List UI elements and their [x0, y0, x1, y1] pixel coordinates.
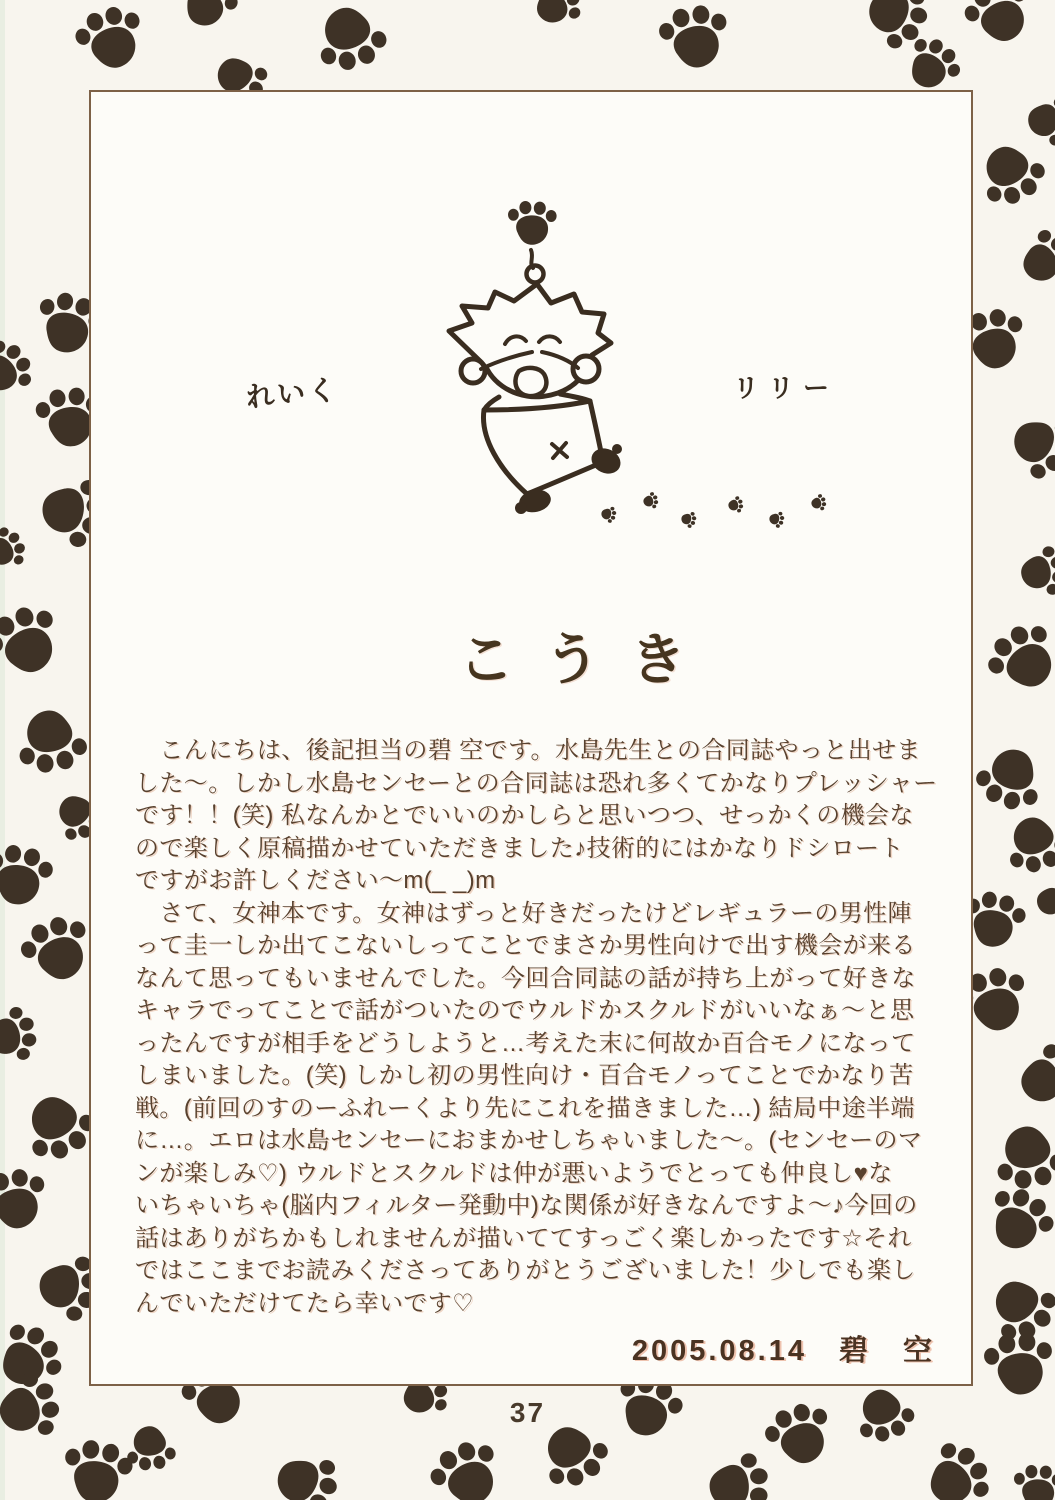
body-line: ですがお許しください～m(_ _)m — [135, 867, 496, 894]
body-line: に…。エロは水島センセーにおまかせしちゃいました～。(センセーのマ — [135, 1127, 923, 1154]
body-line: キャラでってことで話がついたのでウルドかスクルドがいいなぁ～と思 — [135, 997, 915, 1024]
left-ear — [461, 359, 485, 383]
body-line: 戦。(前回のすのーふれーくより先にこれを描きました…) 結局中途半端 — [135, 1094, 915, 1122]
body-line: こんにちは、後記担当の碧 空です。水島先生との合同誌やっと出せま — [135, 737, 921, 764]
body-line: ので楽しく原稿描かせていただきました♪技術的にはかなりドシロート — [135, 834, 904, 862]
handwritten-caption-left: れいく — [244, 373, 341, 413]
afterword-title: こうき — [458, 628, 716, 691]
body-line: って圭一しか出てこないしってことでまさか男性向けで出す機会が来る — [135, 932, 916, 959]
body-line: んでいただけてたら幸いです♡ — [135, 1289, 475, 1317]
body-line: さて、女神本です。女神はずっと好きだったけどレギュラーの男性陣 — [135, 899, 912, 927]
paw-balloon-icon — [508, 201, 557, 245]
body-line: です！！(笑) 私なんかとでいいのかしらと思いつつ、せっかくの機会な — [135, 802, 914, 829]
date-signature: 2005.08.14 碧 空 — [631, 1335, 935, 1367]
open-mouth — [515, 368, 546, 396]
body-line: ではここまでお読みくださってありがとうございました！少しでも楽し — [135, 1257, 916, 1284]
page-number: 37 — [509, 1397, 546, 1428]
body-line: した～。しかし水島センセーとの合同誌は恐れ多くてかなりプレッシャー — [135, 769, 938, 797]
afterword-body — [135, 735, 947, 1320]
footprint-trail — [600, 491, 827, 529]
handwritten-caption-right: リリー — [733, 373, 839, 403]
body-line: いちゃいちゃ(脳内フィルター発動中)な関係が好きなんですよ～♪今回の — [135, 1192, 918, 1219]
body-line: ったんですが相手をどうしようと…考えた末に何故か百合モノになって — [135, 1029, 916, 1057]
wrapped-body — [483, 401, 603, 494]
body-line: ンが楽しみ♡) ウルドとスクルドは仲が悪いようでとっても仲良し♥な — [135, 1159, 893, 1187]
body-line: なんて思ってもいませんでした。今回合同誌の話が持ち上がって好きな — [135, 964, 916, 992]
string-loop — [527, 266, 544, 283]
body-line: しまいました。(笑) しかし初の男性向け・百合モノってことでかなり苦 — [135, 1062, 914, 1089]
body-line: 話はありがちかもしれませんが描いててすっごく楽しかったです☆それ — [135, 1224, 912, 1252]
